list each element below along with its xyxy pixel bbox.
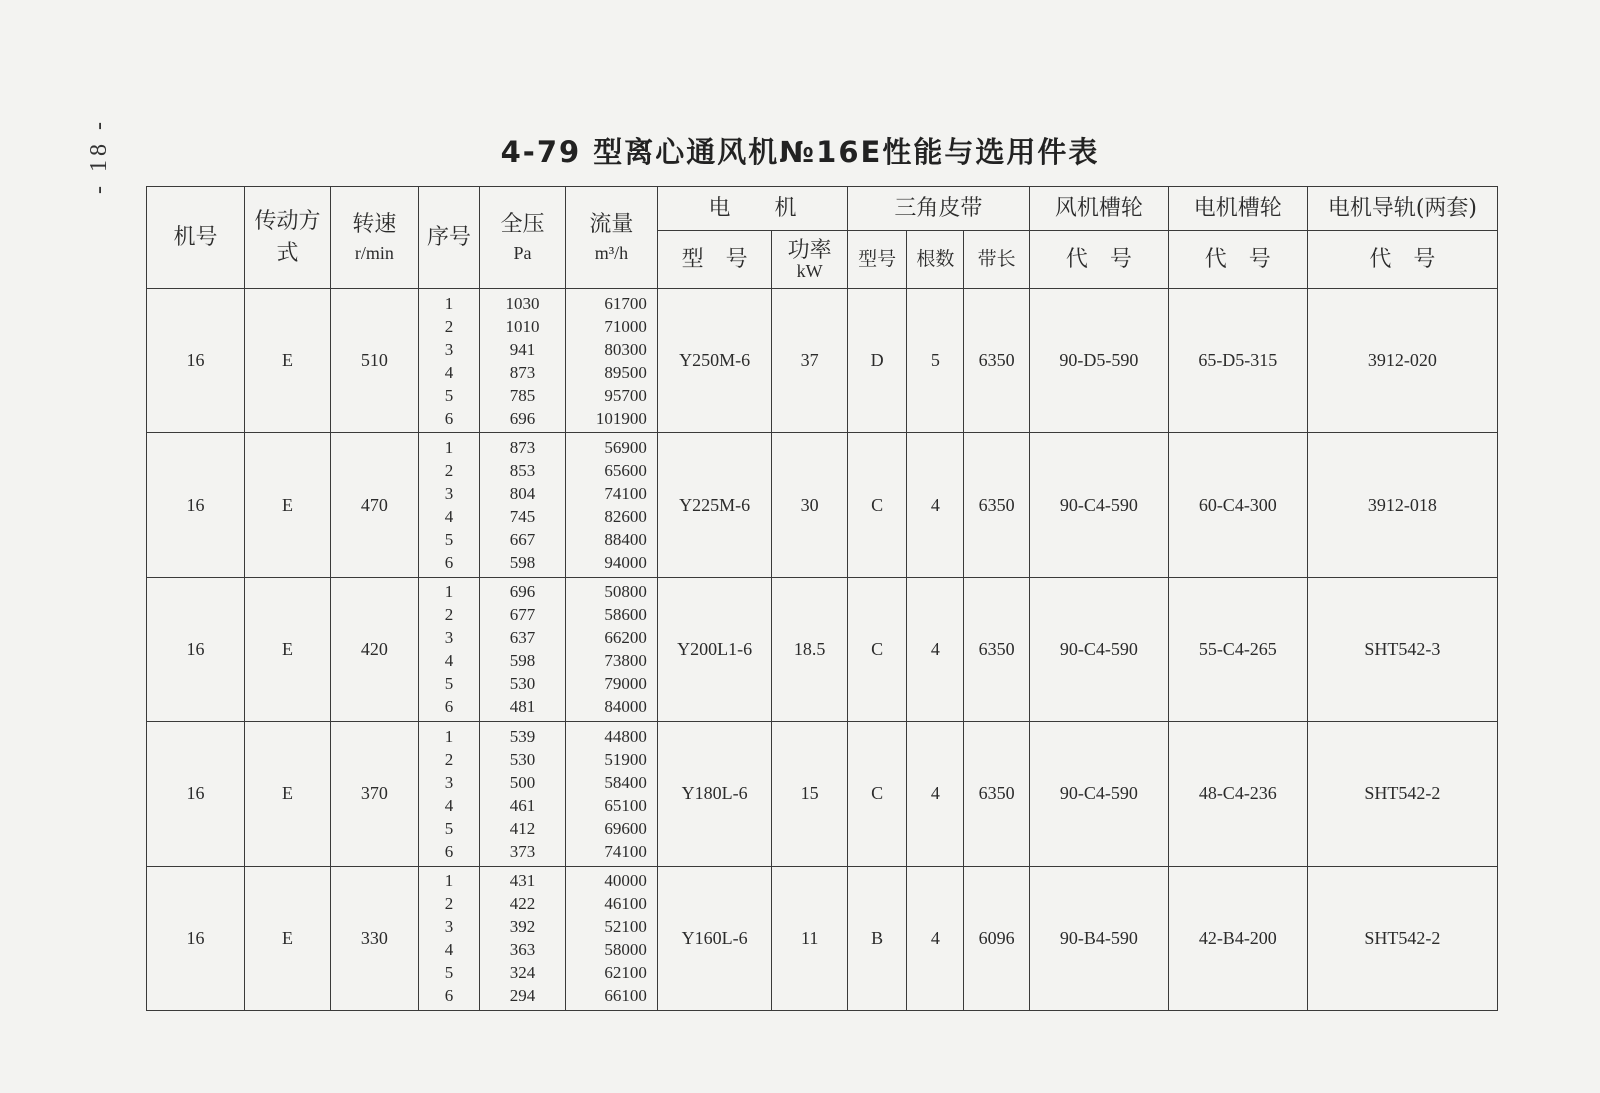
pressure-value: 696: [509, 582, 536, 602]
pressure-value: 530: [509, 749, 536, 769]
belt-count-cell: 5: [907, 289, 964, 433]
header-speed: [330, 187, 418, 289]
table-row: [147, 722, 1498, 866]
header-pressure: [480, 187, 566, 289]
header-belt-type: 型号: [847, 231, 906, 289]
flow-value: 73800: [604, 651, 647, 671]
header-speed-label: 转速: [352, 211, 397, 237]
motor-model-cell: Y160L-6: [657, 866, 771, 1010]
header-pressure-unit: Pa: [513, 243, 532, 264]
seq-cell: [418, 577, 479, 721]
pressure-value: 598: [509, 651, 536, 671]
pressure-value: 422: [509, 894, 536, 914]
flow-value: 80300: [604, 339, 647, 359]
seq-value: 4: [444, 940, 454, 960]
fan-pulley-cell: 90-C4-590: [1029, 433, 1168, 577]
pressure-value: 745: [509, 507, 536, 527]
flow-value: 79000: [604, 674, 647, 694]
pressure-value-stack: [480, 436, 565, 574]
header-fan-pulley-code: 代 号: [1029, 231, 1168, 289]
header-belt-count: 根数: [907, 231, 964, 289]
table-row: [147, 289, 1498, 433]
pressure-value: 412: [509, 818, 536, 838]
seq-value: 2: [444, 461, 454, 481]
flow-value: 95700: [604, 385, 647, 405]
seq-cell: [418, 722, 479, 866]
fan-pulley-cell: 90-C4-590: [1029, 722, 1168, 866]
seq-value-stack: [419, 869, 479, 1007]
flow-value: 44800: [604, 726, 647, 746]
pressure-value: 461: [509, 795, 536, 815]
seq-value: 2: [444, 605, 454, 625]
motor-model-cell: Y250M-6: [657, 289, 771, 433]
motor-power-cell: 18.5: [772, 577, 848, 721]
header-motor: 电 机: [657, 187, 847, 231]
flow-value: 74100: [604, 841, 647, 861]
motor-pulley-cell: 65-D5-315: [1168, 289, 1307, 433]
seq-value: 4: [444, 795, 454, 815]
flow-value: 84000: [604, 697, 647, 717]
belt-count-cell: 4: [907, 577, 964, 721]
belt-type-cell: C: [847, 577, 906, 721]
seq-value: 5: [444, 818, 454, 838]
seq-value: 3: [444, 628, 454, 648]
flow-value-stack: [566, 725, 657, 863]
header-speed-unit: r/min: [354, 243, 394, 264]
flow-value: 56900: [604, 438, 647, 458]
motor-pulley-cell: 60-C4-300: [1168, 433, 1307, 577]
seq-value: 3: [444, 484, 454, 504]
pressure-value: 696: [509, 408, 536, 428]
rail-cell: SHT542-2: [1307, 866, 1497, 1010]
machine-no-cell: 16: [147, 433, 245, 577]
pressure-value: 539: [509, 726, 536, 746]
motor-model-cell: Y180L-6: [657, 722, 771, 866]
pressure-value: 804: [509, 484, 536, 504]
flow-value: 65100: [604, 795, 647, 815]
seq-cell: [418, 289, 479, 433]
seq-cell: [418, 866, 479, 1010]
header-drive: 传动方式: [245, 187, 331, 289]
flow-value: 58600: [604, 605, 647, 625]
seq-value: 6: [444, 697, 454, 717]
motor-power-cell: 37: [772, 289, 848, 433]
motor-power-cell: 30: [772, 433, 848, 577]
pressure-value: 481: [509, 697, 536, 717]
flow-value: 50800: [604, 582, 647, 602]
flow-value: 62100: [604, 963, 647, 983]
seq-value: 5: [444, 385, 454, 405]
flow-value: 82600: [604, 507, 647, 527]
seq-value: 2: [444, 749, 454, 769]
speed-cell: 330: [330, 866, 418, 1010]
table-row: [147, 433, 1498, 577]
seq-value-stack: [419, 436, 479, 574]
pressure-value: 667: [509, 530, 536, 550]
machine-no-cell: 16: [147, 866, 245, 1010]
fan-pulley-cell: 90-D5-590: [1029, 289, 1168, 433]
flow-cell: [565, 433, 657, 577]
pressure-value: 392: [509, 917, 536, 937]
drive-cell: E: [245, 577, 331, 721]
seq-value: 3: [444, 772, 454, 792]
header-flow-unit: m³/h: [594, 243, 629, 264]
belt-type-cell: D: [847, 289, 906, 433]
pressure-value: 530: [509, 674, 536, 694]
fan-pulley-cell: 90-C4-590: [1029, 577, 1168, 721]
seq-value: 6: [444, 408, 454, 428]
table-row: [147, 866, 1498, 1010]
belt-length-cell: 6350: [964, 577, 1029, 721]
pressure-value: 941: [509, 339, 536, 359]
flow-value: 58400: [604, 772, 647, 792]
seq-value: 2: [444, 894, 454, 914]
pressure-cell: [480, 866, 566, 1010]
header-machine-no: 机号: [147, 187, 245, 289]
flow-value: 51900: [604, 749, 647, 769]
flow-value: 40000: [604, 871, 647, 891]
pressure-value: 873: [509, 362, 536, 382]
speed-cell: 420: [330, 577, 418, 721]
pressure-value-stack: [480, 869, 565, 1007]
seq-value: 3: [444, 917, 454, 937]
flow-value: 94000: [604, 553, 647, 573]
seq-value: 1: [444, 871, 454, 891]
performance-table: [146, 186, 1498, 1011]
seq-value: 6: [444, 553, 454, 573]
drive-cell: E: [245, 433, 331, 577]
pressure-value-stack: [480, 725, 565, 863]
page-number: - 18 -: [86, 118, 112, 194]
belt-length-cell: 6350: [964, 289, 1029, 433]
header-belt: 三角皮带: [847, 187, 1029, 231]
pressure-value: 1010: [505, 316, 540, 336]
header-motor-power: [772, 231, 848, 289]
motor-power-cell: 15: [772, 722, 848, 866]
header-motor-pulley: 电机槽轮: [1168, 187, 1307, 231]
rail-cell: 3912-020: [1307, 289, 1497, 433]
flow-value: 69600: [604, 818, 647, 838]
flow-value-stack: [566, 436, 657, 574]
header-flow-label: 流量: [589, 211, 634, 237]
table-row: [147, 577, 1498, 721]
flow-value: 101900: [595, 408, 647, 428]
belt-count-cell: 4: [907, 433, 964, 577]
seq-value: 1: [444, 293, 454, 313]
flow-value: 61700: [604, 293, 647, 313]
flow-value-stack: [566, 292, 657, 430]
pressure-value: 431: [509, 871, 536, 891]
pressure-value-stack: [480, 292, 565, 430]
pressure-value-stack: [480, 580, 565, 718]
pressure-value: 373: [509, 841, 536, 861]
machine-no-cell: 16: [147, 722, 245, 866]
pressure-value: 363: [509, 940, 536, 960]
seq-value: 1: [444, 438, 454, 458]
belt-count-cell: 4: [907, 722, 964, 866]
header-motor-power-unit: kW: [796, 260, 823, 281]
seq-value: 1: [444, 582, 454, 602]
seq-value: 4: [444, 362, 454, 382]
flow-value: 66100: [604, 986, 647, 1006]
pressure-value: 853: [509, 461, 536, 481]
page-title: 4-79 型离心通风机№16E性能与选用件表: [500, 135, 1100, 169]
pressure-cell: [480, 433, 566, 577]
speed-cell: 510: [330, 289, 418, 433]
belt-length-cell: 6350: [964, 722, 1029, 866]
flow-value: 74100: [604, 484, 647, 504]
seq-value: 5: [444, 674, 454, 694]
header-rail: 电机导轨(两套): [1307, 187, 1497, 231]
pressure-value: 500: [509, 772, 536, 792]
flow-cell: [565, 866, 657, 1010]
rail-cell: SHT542-3: [1307, 577, 1497, 721]
header-motor-power-label: 功率: [787, 237, 832, 263]
belt-type-cell: C: [847, 433, 906, 577]
header-motor-model: 型 号: [657, 231, 771, 289]
speed-cell: 470: [330, 433, 418, 577]
belt-length-cell: 6096: [964, 866, 1029, 1010]
flow-value-stack: [566, 580, 657, 718]
flow-value: 66200: [604, 628, 647, 648]
pressure-value: 873: [509, 438, 536, 458]
pressure-value: 1030: [505, 293, 540, 313]
motor-pulley-cell: 48-C4-236: [1168, 722, 1307, 866]
drive-cell: E: [245, 289, 331, 433]
header-fan-pulley: 风机槽轮: [1029, 187, 1168, 231]
pressure-value: 598: [509, 553, 536, 573]
pressure-value: 294: [509, 986, 536, 1006]
belt-count-cell: 4: [907, 866, 964, 1010]
pressure-value: 677: [509, 605, 536, 625]
flow-value: 65600: [604, 461, 647, 481]
seq-value: 6: [444, 986, 454, 1006]
motor-pulley-cell: 55-C4-265: [1168, 577, 1307, 721]
header-belt-length: 带长: [964, 231, 1029, 289]
seq-value: 5: [444, 963, 454, 983]
header-seq: 序号: [418, 187, 479, 289]
flow-value: 89500: [604, 362, 647, 382]
flow-cell: [565, 289, 657, 433]
pressure-cell: [480, 289, 566, 433]
flow-value: 71000: [604, 316, 647, 336]
pressure-value: 785: [509, 385, 536, 405]
belt-type-cell: C: [847, 722, 906, 866]
header-pressure-label: 全压: [500, 211, 545, 237]
belt-length-cell: 6350: [964, 433, 1029, 577]
flow-value-stack: [566, 869, 657, 1007]
flow-value: 58000: [604, 940, 647, 960]
flow-value: 46100: [604, 894, 647, 914]
pressure-value: 324: [509, 963, 536, 983]
seq-value: 2: [444, 316, 454, 336]
motor-power-cell: 11: [772, 866, 848, 1010]
seq-value-stack: [419, 292, 479, 430]
pressure-cell: [480, 577, 566, 721]
rail-cell: 3912-018: [1307, 433, 1497, 577]
seq-value: 3: [444, 339, 454, 359]
rail-cell: SHT542-2: [1307, 722, 1497, 866]
machine-no-cell: 16: [147, 577, 245, 721]
seq-value: 1: [444, 726, 454, 746]
motor-pulley-cell: 42-B4-200: [1168, 866, 1307, 1010]
speed-cell: 370: [330, 722, 418, 866]
header-flow: [565, 187, 657, 289]
machine-no-cell: 16: [147, 289, 245, 433]
drive-cell: E: [245, 722, 331, 866]
fan-pulley-cell: 90-B4-590: [1029, 866, 1168, 1010]
seq-value-stack: [419, 580, 479, 718]
seq-value: 6: [444, 841, 454, 861]
motor-model-cell: Y225M-6: [657, 433, 771, 577]
flow-value: 88400: [604, 530, 647, 550]
flow-cell: [565, 577, 657, 721]
pressure-cell: [480, 722, 566, 866]
pressure-value: 637: [509, 628, 536, 648]
header-motor-pulley-code: 代 号: [1168, 231, 1307, 289]
flow-cell: [565, 722, 657, 866]
seq-value: 5: [444, 530, 454, 550]
seq-cell: [418, 433, 479, 577]
header-rail-code: 代 号: [1307, 231, 1497, 289]
belt-type-cell: B: [847, 866, 906, 1010]
seq-value-stack: [419, 725, 479, 863]
drive-cell: E: [245, 866, 331, 1010]
flow-value: 52100: [604, 917, 647, 937]
motor-model-cell: Y200L1-6: [657, 577, 771, 721]
seq-value: 4: [444, 651, 454, 671]
seq-value: 4: [444, 507, 454, 527]
